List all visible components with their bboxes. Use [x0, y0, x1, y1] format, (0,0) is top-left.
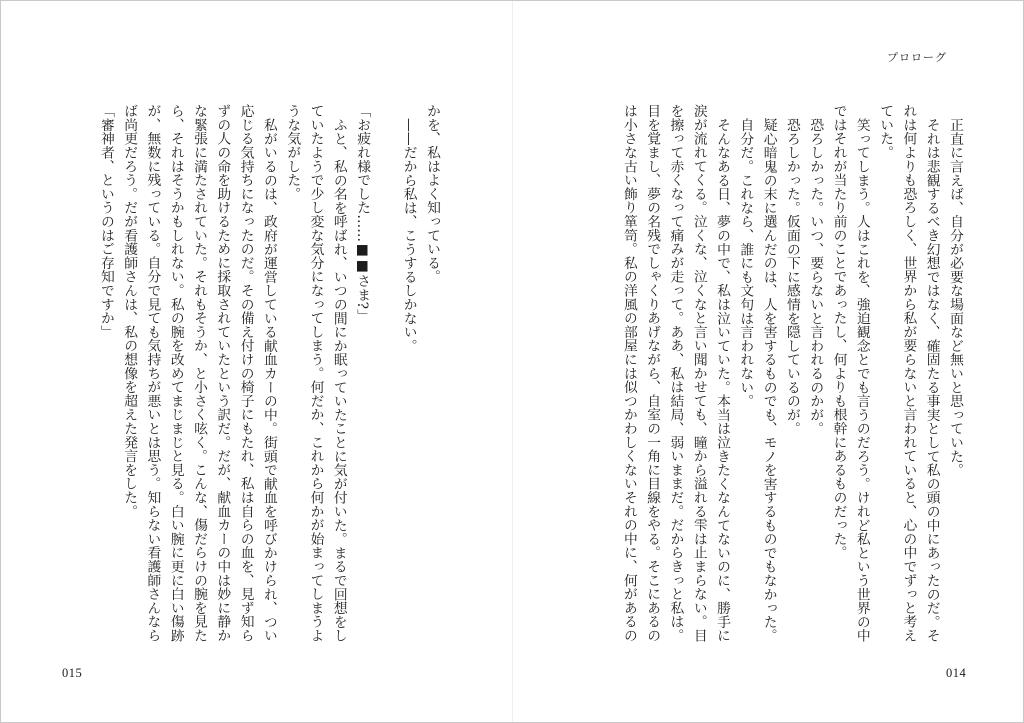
text-line: 恐ろしかった。仮面の下に感情を隠しているのが。 [783, 117, 800, 436]
text-line: 「お疲れ様でした……■■さま?」 [354, 104, 371, 323]
text-line: 正直に言えば、自分が必要な場面など無いと思っていた。 [947, 117, 963, 477]
text-line: 応じる気持ちになったのだ。その備え付けの椅子にもたれ、私は自らの血を、見ず知ら [237, 104, 254, 643]
right-page-text [616, 104, 966, 649]
text-line: かを、私はよく知っている。 [424, 104, 440, 284]
text-line: れは何よりも恐ろしく、世界から私が要らないと言われていると、心の中でずっと考え [900, 104, 917, 643]
text-line: ていた。 [877, 104, 894, 160]
text-line: ——だから私は、こうするしかない。 [400, 117, 417, 353]
text-line: 疑心暗鬼の末に選んだのは、人を害するものでも、モノを害するものでもなかった。 [760, 117, 777, 643]
text-line: 「審神者、というのはご存知ですか」 [97, 104, 114, 339]
page-number-right: 014 [946, 666, 967, 680]
text-line: 私がいるのは、政府が運営している献血カーの中。街頭で献血を呼びかけられ、つい [260, 117, 277, 643]
text-line: うな気がした。 [284, 104, 301, 201]
text-line: 涙が流れてくる。泣くな、泣くなと言い聞かせても、瞳から溢れる雫は止まらない。目 [690, 104, 707, 643]
text-line: ら、それはそうかもしれない。私の腕を改めてまじまじと見る。白い腕に更に白い傷跡 [167, 104, 184, 643]
text-line: ふと、私の名を呼ばれ、いつの間にか眠っていたことに気が付いた。まるで回想をし [330, 117, 347, 643]
blank-line [373, 104, 396, 649]
text-line: 恐ろしかった。いつ、要らないと言われるのかが。 [807, 117, 824, 436]
text-line: ば尚更だろう。だが看護師さんは、私の想像を超えた発言をした。 [121, 104, 138, 518]
text-line: は小さな古い飾り箪笥。私の洋風の部屋には似つかわしくないそれの中に、何があるの [620, 104, 637, 643]
left-page-text [93, 104, 443, 649]
running-header: プロローグ [887, 51, 947, 64]
text-line: それは悲観するべき幻想ではなく、確固たる事実として私の頭の中にあったのだ。そ [923, 117, 940, 643]
text-line: 笑ってしまう。人はこれを、強迫観念とでも言うのだろう。けれど私という世界の中 [853, 117, 870, 643]
text-line: 自分だ。これなら、誰にも文句は言われない。 [737, 117, 754, 408]
text-line: ではそれが当たり前のことであったし、何よりも根幹にあるものだった。 [830, 104, 847, 560]
text-line: 目を覚まし、夢の名残でしゃくりあげながら、自室の一角に目線をやる。そこにあるの [644, 104, 661, 643]
text-line: な緊張に満たされていた。それもそうか、と小さく呟く。こんな、傷だらけの腕を見た [191, 104, 208, 643]
center-gutter [512, 1, 513, 722]
text-line: ていたようで少し変な気分になってしまう。何だか、これから何かが始まってしまうよ [307, 104, 324, 643]
text-line: が、無数に残っている。自分で見ても気持ちが悪いとは思う。知らない看護師さんなら [144, 104, 161, 643]
text-line: ずの人の命を助けるために採取されていたという訳だ。だが、献血カーの中は妙に静か [214, 104, 231, 643]
page-number-left: 015 [62, 666, 83, 680]
text-line: そんなある日、夢の中で、私は泣いていた。本当は泣きたくなんてないのに、勝手に [714, 117, 731, 643]
text-line: を擦って赤くなって痛みが走って。ああ、私は結局、弱いままだ。だからきっと私は。 [667, 104, 684, 643]
